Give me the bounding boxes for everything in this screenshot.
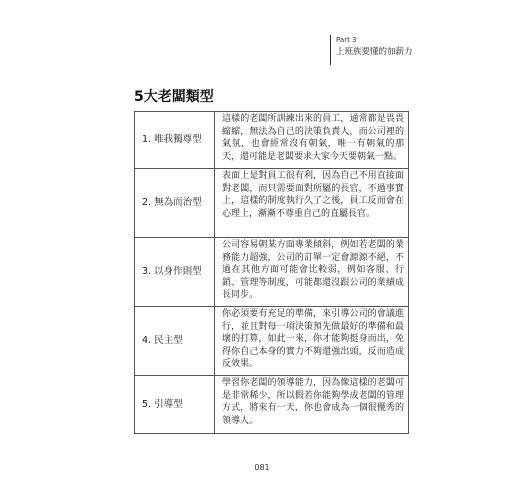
chapter-title: 上班族要懂的加薪力 xyxy=(336,47,413,57)
table-row xyxy=(135,112,409,169)
page-number: 081 xyxy=(254,463,270,472)
boss-type-name: 2. 無為而治型 xyxy=(135,169,215,238)
running-header xyxy=(330,35,440,65)
table-row xyxy=(135,376,409,434)
boss-type-name: 5. 引導型 xyxy=(135,376,215,434)
boss-type-description: 公司容易朝某方面專業傾斜，例如若老闆的業務能力超強，公司的訂單一定會源源不絕，不過在其他方面可能會比較弱，例如客服、行銷、管理等制度，可能都還沒跟公司的業績成長同步。 xyxy=(215,238,409,307)
boss-type-description: 你必須要有充足的準備，來引導公司的會議進行，並且對每一項決策預先做最好的準備和最壞的打算，如此一來，你才能夠挺身而出，免得你自己本身的實力不夠還強出頭，反而造成反效果。 xyxy=(215,307,409,376)
part-label: Part 3 xyxy=(336,36,357,44)
table-row xyxy=(135,238,409,307)
section-title: 5大老闆類型 xyxy=(134,89,214,105)
boss-type-description: 這樣的老闆所訓練出來的員工，通常都是畏畏縮縮，無法為自己的決策負責人，而公司裡的氣氛，也會經常沒有朝氣，唯一有朝氣的那天，還可能是老闆要求大家今天要朝氣一點。 xyxy=(215,112,409,169)
boss-type-description: 學習你老闆的領導能力，因為像這樣的老闆可是非常稀少，所以假若你能夠學成老闆的管理方式，將來有一天，你也會成為一個很優秀的領導人。 xyxy=(215,376,409,434)
boss-types-table xyxy=(134,111,409,434)
table-row xyxy=(135,169,409,238)
boss-type-name: 4. 民主型 xyxy=(135,307,215,376)
table-row xyxy=(135,307,409,376)
boss-type-name: 1. 唯我獨尊型 xyxy=(135,112,215,169)
boss-type-description: 表面上是對員工很有利，因為自己不用直接面對老闆，而只需要面對所屬的長官，不過事實上，這樣的制度執行久了之後，員工反而會在心理上，漸漸不尊重自己的直屬長官。 xyxy=(215,169,409,238)
boss-type-name: 3. 以身作則型 xyxy=(135,238,215,307)
